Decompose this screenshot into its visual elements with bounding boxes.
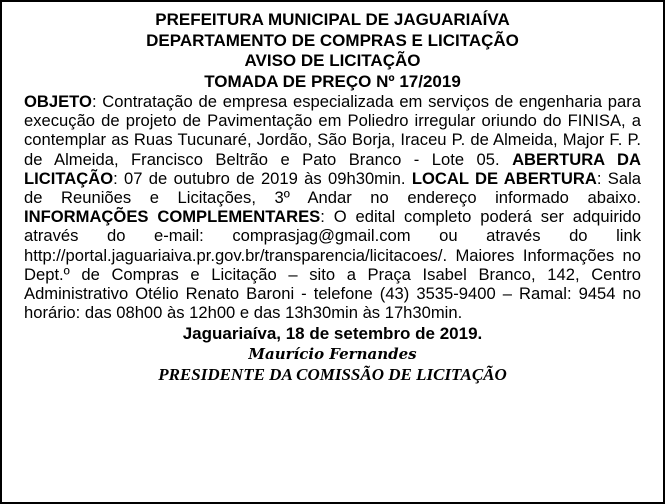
abertura-text: : 07 de outubro de 2019 às 09h30min. (113, 168, 412, 188)
objeto-label: OBJETO (24, 92, 92, 111)
notice-header (24, 10, 641, 92)
local-text: : Sala de Reuniões e Licitações, 3º Andar no endereço informado abaixo. (24, 168, 642, 208)
local-label: LOCAL DE ABERTURA (411, 168, 597, 188)
abertura-label: ABERTURA DA LICITAÇÃO (24, 149, 641, 188)
objeto-text: : Contratação de empresa especializada em serviços de engenharia para execução de projeto de Pavimentação em Poliedro irregular oriundo do FINISA, a contemplar as Ruas Tucunaré, Jordão, São Borja, Iraceu P. de Almeida, Major F. P. de Almeida, Francisco Beltrão e Pato Branco - Lote 05. (24, 92, 641, 169)
header-department: DEPARTAMENTO DE COMPRAS E LICITAÇÃO (146, 30, 519, 50)
header-notice-title: AVISO DE LICITAÇÃO (244, 51, 421, 70)
signer-title: PRESIDENTE DA COMISSÃO DE LICITAÇÃO (158, 365, 507, 385)
info-label: INFORMAÇÕES COMPLEMENTARES (24, 207, 321, 227)
notice-date: Jaguariaíva, 18 de setembro de 2019. (182, 324, 483, 344)
header-tender-number: TOMADA DE PREÇO Nº 17/2019 (204, 71, 461, 91)
header-municipality: PREFEITURA MUNICIPAL DE JAGUARIAÍVA (155, 10, 510, 29)
info-text: : O edital completo poderá ser adquirido através do e-mail: comprasjag@gmail.com ou através do link http://portal.jaguariaiva.pr.gov.br/transparencia/licitacoes/. Maiores Informações no Dept.º de Compras e Licitação – sito a Praça Isabel Branco, 142, Centro Administrativo Otélio Renato Baroni - telefone (43) 3535-9400 – Ramal: 9454 no horário: das 08h00 às 12h00 e das 13h30min às 17h30min. (24, 207, 641, 323)
notice-body (24, 92, 641, 322)
signer-name: Maurício Fernandes (248, 345, 417, 364)
